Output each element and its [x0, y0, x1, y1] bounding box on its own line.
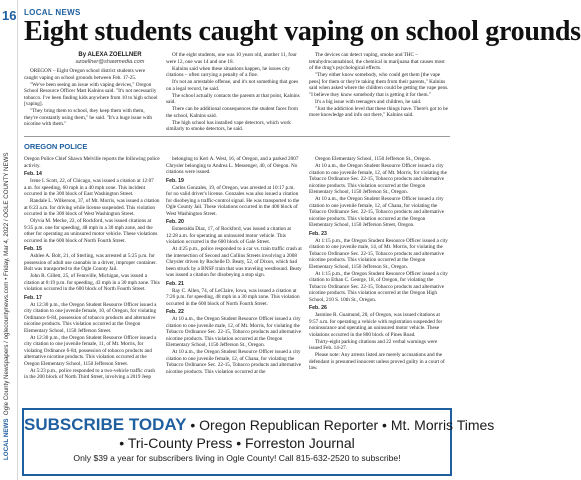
- section-label: LOCAL NEWS: [24, 8, 81, 17]
- paragraph: "Just the addiction level that these things have. There's got to be more knowledge and info out there," Kalnins said.: [309, 105, 448, 118]
- article-headline: Eight students caught vaping on school grounds: [24, 16, 581, 47]
- paragraph: Kalnins said when these situations happen, he issues city citations – often carrying a penalty of a fine.: [166, 65, 290, 78]
- police-entry: Randale L. Wilkerson, 37, of Mt. Morris, was issued a citation at 6:23 a.m. for driving while license suspended. This violation occurred in the 300 block of West Washington Street.: [24, 198, 160, 217]
- police-entry: At 1:15 p.m., the Oregon Student Resource Officer issued a city citation to Ethan C. George, 18, of Oregon, for violating the Tobacco Ordinance Sec. 22-15, Tobacco products and alternative nicotine products. This violation occurred at the Oregon High School, 210 S. 10th St., Oregon.: [309, 270, 448, 303]
- police-entry: John R. Gillett, 25, of Fennville, Michigan, was issued a citation at 8:19 p.m. for speeding, 43 mph in a 30 mph zone. This violation occurred in the 600 block of North Fourth Street.: [24, 273, 160, 292]
- paragraph: "They bring them to school, they keep them with them, they're constantly using them," he said. "It's a huge issue with nicotine with them.": [24, 108, 152, 127]
- police-entry: Ray C. Allen, 74, of LeClaire, Iowa, was issued a citation at 7:26 p.m. for speeding, 48 mph in a 30 mph zone. This violation occurred in the 600 block of North Fourth Street.: [166, 287, 300, 307]
- paragraph: Of the eight students, one was 10 years old, another 11, four were 12, one was 14 and one 18.: [166, 52, 297, 65]
- date-heading: Feb. 23: [309, 230, 327, 237]
- police-column-3: [309, 156, 449, 372]
- police-entry: At 10 a.m., the Oregon Student Resource Officer issued a city citation to one juvenile male, 12, of Mt. Morris, for violating the Tobacco Ordinance Sec. 22-15, Tobacco products and alternative nicotine products. This violation occurred at the Oregon Elementary School, 1150 Jefferson St., Oregon.: [166, 316, 302, 348]
- section-divider: [24, 136, 450, 137]
- page-number: 16: [2, 8, 17, 23]
- police-entry: Ashlee A. Bolt, 21, of Sterling, was arrested at 5:25 p.m. for possession of adult use cannabis in a driver, improper container. Bolt was transported to the Ogle County Jail.: [24, 253, 157, 272]
- date-heading: Feb. 22: [166, 309, 184, 315]
- police-entry: Esmeralda Diaz, 17, of Rockford, was issued a citation at 12:28 a.m. for operating an uninsured motor vehicle. This violation occurred in the 600 block of Gale Street.: [166, 226, 291, 245]
- article-column-2: [166, 52, 301, 133]
- byline-email: azoellner@shawmedia.com: [75, 59, 145, 65]
- ad-papers-line-1: • Oregon Republican Reporter • Mt. Morris Times: [190, 417, 495, 433]
- police-entry: At 10 a.m., the Oregon Student Resource Officer issued a city citation to one juvenile female, 12, of Chana, for violating the Tobacco Ordinance Sec. 22-15, Tobacco products and alternative nicotine products. This violation occurred at the: [166, 349, 302, 375]
- police-entry: Thirty-eight parking citations and 22 verbal warnings were issued Feb. 14-27.: [309, 338, 438, 351]
- police-entry: At 4:25 p.m., police responded to a car vs. train traffic crash at the intersection of Second and Collins Streets involving a 2008 Chrysler driven by Rochelle D. Beaty, 52, of Dixon, which had been struck by a BNSF train that was traveling westbound. Beaty was issued a citation for disobeying a stop sign.: [166, 246, 302, 278]
- police-entry: At 12:30 p.m., the Oregon Student Resource Officer issued a city citation to one juvenile female, 11, of Mt. Morris, for violating Ordinance 6-84, possession of tobacco products and alternative nicotine products. This violation occurred at the Oregon Elementary School, 1150 Jefferson Street.: [24, 334, 157, 367]
- police-entry: belonging to Keri A. West, 16, of Oregon, and a parked 2007 Chrysler belonging to Andrea L. Messenger, 40, of Oregon. No citations were issued.: [166, 156, 299, 175]
- paragraph: There can be additional consequences the student faces from the school, Kalnins said.: [166, 106, 298, 119]
- police-entry: Please note: Any arrests listed are merely accusations and the defendant is presumed innocent unless proved guilty in a court of law.: [309, 352, 445, 371]
- police-entry: Carlos Gonzales, 19, of Oregon, was arrested at 10:17 p.m. for no valid driver's license. Gonzales was also issued a citation for disobeying a traffic-control signal. He was transported to the Ogle County Jail. These violations occurred in the 400 block of West Washington Street.: [166, 184, 300, 217]
- date-heading: Feb. 26: [309, 305, 327, 311]
- paragraph: It's not an arrestable offense, and it's not something that goes on a legal record, he said.: [166, 79, 299, 92]
- police-entry: Oregon Elementary School, 1150 Jefferson St., Oregon.: [315, 156, 431, 162]
- ad-offer: Only $39 a year for subscribers living in Ogle County! Call 815-632-2520 to subscribe!: [73, 453, 401, 463]
- paragraph: "They either know somebody, who could get them [the vape pens] for them or they're taking them from their parents," Kalnins said when asked where the children could be getting the vape pens. "I believe they know somebody that is getting it for them.": [309, 72, 449, 98]
- date-heading: Feb. 20: [166, 219, 184, 225]
- spine-section: LOCAL NEWS: [3, 418, 10, 460]
- police-section-label: OREGON POLICE: [24, 142, 88, 151]
- spine-info: Ogle County Newspapers / oglecountynews.com • Friday, Mar 4, 2022 / OGLE COUNTY NEWS: [3, 152, 10, 416]
- police-column-2: [166, 156, 302, 376]
- police-entry: At 1:15 p.m., the Oregon Student Resource Officer issued a city citation to one juvenile male, 14, of Mt. Morris, for violating the Tobacco Ordinance Sec. 22-15, Tobacco products and alternative nicotine products. This violation occurred at the Oregon Elementary School, 1150 Jefferson St., Oregon.: [309, 237, 448, 270]
- byline: [40, 52, 180, 66]
- article-column-3: [309, 52, 449, 119]
- page-spine: [0, 0, 18, 480]
- ad-papers-line-2: • Tri-County Press • Forreston Journal: [119, 435, 355, 451]
- police-entry: At 10 a.m., the Oregon Student Resource Officer issued a city citation to one juvenile female, 12, of Chana, for violating the Tobacco Ordinance Sec. 22-15, Tobacco products and alternative nicotine products. This violation occurred at the Oregon Elementary School, 1150 Jefferson Street, Oregon.: [309, 196, 445, 228]
- ad-headline-row: [24, 415, 495, 434]
- police-entry: At 10 a.m., the Oregon Student Resource Officer issued a city citation to one juvenile female, 12, of Mt. Morris, for violating the Tobacco Ordinance Sec. 22-15, Tobacco products and alternative nicotine products. This violation occurred at the Oregon Elementary School, 1150 Jefferson St., Oregon.: [309, 163, 447, 195]
- spine-masthead: [3, 30, 10, 460]
- paragraph: It's a big issue with teenagers and children, he said.: [315, 98, 422, 105]
- police-entry: At 5:23 p.m., police responded to a two-vehicle traffic crash in the 200 block of North Third Street, involving a 2019 Jeep: [24, 367, 155, 380]
- paragraph: The school actually contacts the parents at that point, Kalnins said.: [166, 92, 300, 105]
- date-heading: Feb. 19: [166, 177, 184, 184]
- date-heading: Feb. 17: [24, 294, 42, 301]
- paragraph: OREGON – Eight Oregon school district students were caught vaping on school grounds between Feb. 17-25.: [24, 68, 146, 81]
- police-column-1: [24, 156, 160, 381]
- date-heading: Feb. 14: [24, 171, 42, 177]
- paragraph: The devices can detect vaping, smoke and THC – tetrahydrocannabinol, the chemical in marijuana that causes most of the drug's psychological effects.: [309, 52, 445, 71]
- police-entry: Irene I. Scott, 22, of Chicago, was issued a citation at 12:07 a.m. for speeding, 60 mph in a 40 mph zone. This incident occurred in the 300 block of East Washington Street.: [24, 178, 154, 197]
- subscribe-ad[interactable]: [22, 408, 495, 476]
- police-entry: Oregon Police Chief Shawn Melville reports the following police activity.: [24, 156, 160, 169]
- police-entry: Jasmine R. Guamund, 20, of Oregon, was issued citations at 9:57 a.m. for operating a vehicle with registration suspended for noninsurance and operating an uninsured motor vehicle. These violations occurred in the 800 block of Pines Road.: [309, 312, 443, 338]
- police-entry: Olyvia M. Mecke, 22, of Rockford, was issued citations at 9:35 p.m. one for speeding, 48 mph in a 30 mph zone, and the other for operating an uninsured motor vehicle. These violations occurred in the 600 block of North Fourth Street.: [24, 218, 158, 244]
- subscribe-label: SUBSCRIBE TODAY: [24, 415, 187, 434]
- date-heading: Feb. 15: [24, 246, 42, 252]
- paragraph: "We've been seeing an issue with vaping devices," Oregon School Resource Officer Matt Kalnins said. "It's not necessarily tobacco. I've been finding kids anywhere from 10 to high school [vaping].: [24, 81, 158, 107]
- police-entry: At 12:30 p.m., the Oregon Student Resource Officer issued a city citation to one juvenile female, 10, of Oregon, for violating Ordinance 6-84, possession of tobacco products and alternative nicotine products. This violation occurred at the Oregon Elementary School, 1150 Jefferson Street.: [24, 301, 157, 334]
- article-column-1: [24, 68, 159, 128]
- date-heading: Feb. 21: [166, 280, 184, 287]
- paragraph: The high school has installed vape detectors, which work similarly to smoke detectors, he said.: [166, 119, 291, 132]
- byline-author: By ALEXA ZOELLNER: [78, 52, 142, 58]
